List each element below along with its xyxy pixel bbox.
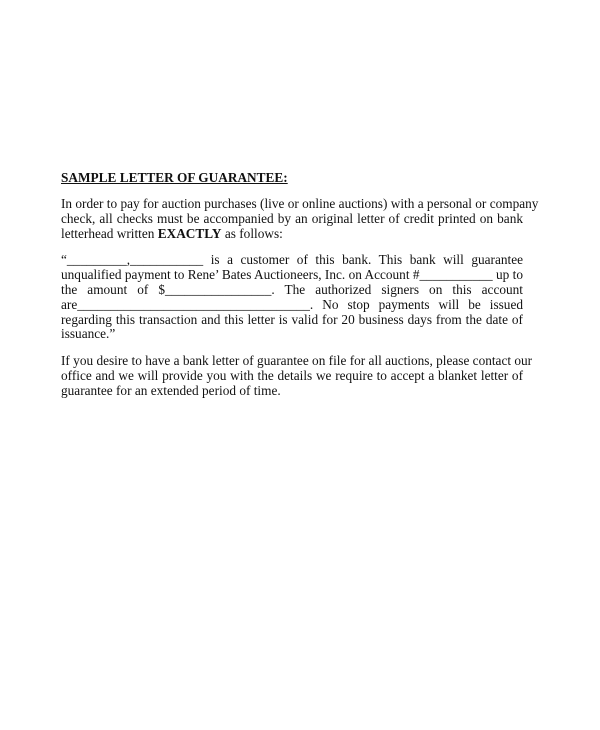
document-heading: SAMPLE LETTER OF GUARANTEE: <box>61 170 288 185</box>
template-line-3: the amount of $________________. The authorized signers on this account <box>61 281 523 297</box>
template-line-2: unqualified payment to Rene’ Bates Auctioneers, Inc. on Account #___________ up to <box>61 267 523 283</box>
closing-line-3: guarantee for an extended period of time. <box>61 382 281 398</box>
closing-line-1: If you desire to have a bank letter of guarantee on file for all auctions, please contact our <box>61 353 533 369</box>
intro-line-2: check, all checks must be accompanied by an original letter of credit printed on bank <box>61 210 523 226</box>
intro-paragraph <box>61 196 539 241</box>
intro-line-3-prefix: letterhead written <box>61 225 158 241</box>
closing-line-2: office and we will provide you with the details we require to accept a blanket letter of <box>61 367 523 383</box>
intro-line-3 <box>61 227 523 242</box>
exactly-emphasis: EXACTLY <box>157 225 222 241</box>
intro-line-1: In order to pay for auction purchases (live or online auctions) with a personal or company <box>61 196 539 211</box>
document-body <box>61 170 539 411</box>
guarantee-template-paragraph <box>61 253 523 342</box>
closing-paragraph <box>61 353 533 398</box>
template-line-5: regarding this transaction and this letter is valid for 20 business days from the date of <box>61 311 523 327</box>
template-line-1: “_________,___________ is a customer of this bank. This bank will guarantee <box>61 252 523 268</box>
template-line-4: are___________________________________. No stop payments will be issued <box>61 296 523 312</box>
intro-line-3-suffix: as follows: <box>221 225 283 241</box>
template-line-6: issuance.” <box>61 326 116 342</box>
